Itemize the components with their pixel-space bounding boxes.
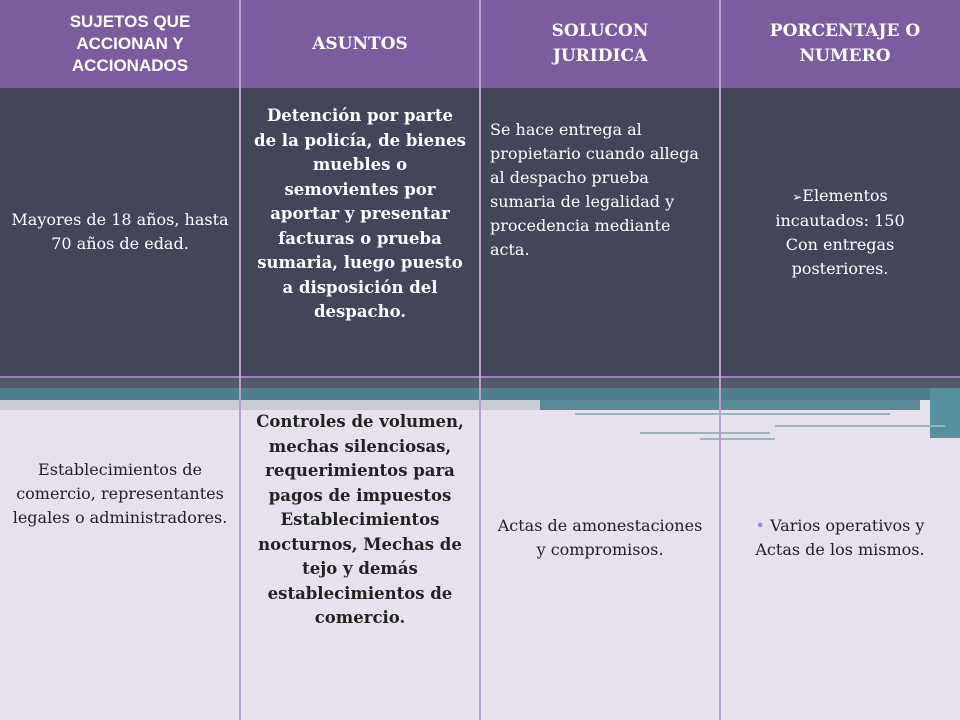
- cell-issues: [240, 400, 480, 720]
- decorative-band: [540, 400, 920, 410]
- cell-issues: [240, 88, 480, 376]
- decorative-line: [575, 413, 890, 415]
- cell-subjects: [0, 400, 240, 720]
- column-divider: [479, 0, 481, 720]
- subjects-text: Establecimientos de comercio, representantes legales o administradores.: [12, 460, 228, 527]
- subjects-text: Mayores de 18 años, hasta 70 años de edad.: [11, 210, 229, 253]
- cell-count: [720, 88, 960, 376]
- header-solution: SOLUCON JURIDICA: [551, 21, 649, 66]
- header-issues: ASUNTOS: [312, 33, 408, 54]
- decorative-band: [930, 388, 960, 438]
- issues-text: Detención por parte de la policía, de bienes muebles o semovientes por aportar y presentar facturas o prueba sumaria, luego puesto a disposición del despacho.: [254, 106, 466, 321]
- issues-text: Controles de volumen, mechas silenciosas, requerimientos para pagos de impuestos Establecimientos nocturnos, Mechas de tejo y demás establecimientos de comercio.: [256, 412, 464, 627]
- count-note: Con entregas posteriores.: [785, 234, 895, 278]
- bullet-dot-icon: •: [755, 516, 765, 535]
- header-subjects: SUJETOS QUE ACCIONAN Y ACCIONADOS: [69, 12, 191, 75]
- decorative-line: [775, 425, 945, 427]
- solution-text: Actas de amonestaciones y compromisos.: [497, 516, 703, 559]
- column-divider: [719, 0, 721, 720]
- cell-solution: [480, 400, 720, 720]
- count-text: Varios operativos y Actas de los mismos.: [755, 516, 925, 559]
- decorative-line: [700, 438, 775, 440]
- decorative-line: [640, 432, 770, 434]
- solution-text: Se hace entrega al propietario cuando allega al despacho prueba sumaria de legalidad y procedencia mediante acta.: [490, 120, 699, 259]
- count-bullet-item: [770, 184, 910, 233]
- column-divider: [239, 0, 241, 720]
- header-count: PORCENTAJE O NUMERO: [769, 21, 921, 66]
- arrow-bullet-icon: ➢: [792, 189, 803, 204]
- cell-solution: [480, 88, 720, 376]
- cell-subjects: [0, 88, 240, 376]
- count-text: Elementos incautados: 150: [775, 185, 905, 230]
- cell-count: [720, 400, 960, 720]
